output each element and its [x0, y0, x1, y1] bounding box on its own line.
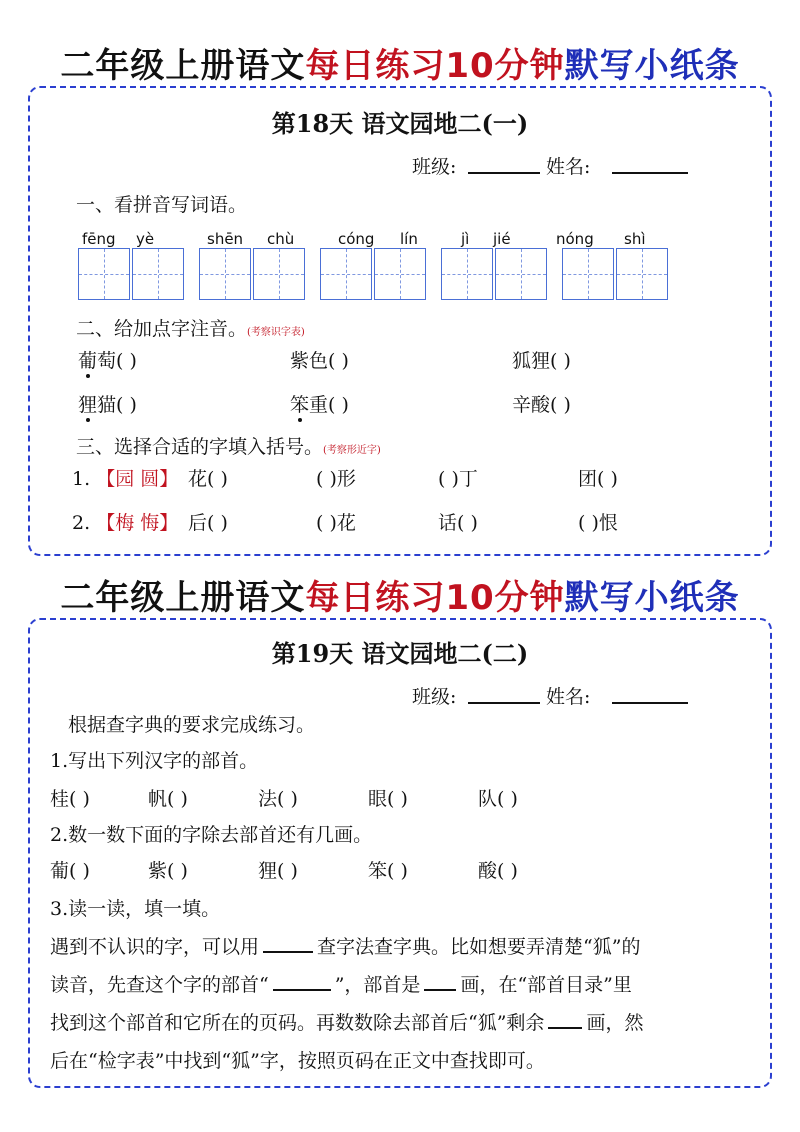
day19-q3-heading: 3.读一读，填一填。	[50, 898, 221, 920]
dotted-char: 狸	[78, 394, 98, 416]
pinyin: jì	[461, 230, 470, 248]
writing-grid-box[interactable]	[78, 248, 130, 300]
day18-name-label: 姓名:	[546, 156, 591, 178]
writing-grid-box[interactable]	[253, 248, 305, 300]
radical-strokes-blank[interactable]	[424, 971, 456, 991]
annotate-item	[512, 346, 571, 373]
stroke-count-item: 紫( )	[148, 860, 188, 882]
annotate-item	[512, 390, 571, 417]
day19-class-label: 班级:	[412, 686, 457, 708]
pinyin: nóng	[556, 230, 594, 248]
banner-bottom	[0, 570, 800, 619]
paragraph-line-3	[50, 1008, 643, 1035]
text: 读音，先查这个字的部首“	[50, 974, 269, 996]
day19-intro: 根据查字典的要求完成练习。	[68, 714, 316, 736]
day18-name-field[interactable]	[612, 154, 688, 174]
pinyin: fēng	[82, 230, 116, 248]
text: 遇到不认识的字，可以用	[50, 936, 260, 958]
radical-item: 桂( )	[50, 788, 90, 810]
day18-q2-heading	[76, 314, 305, 341]
day18-q3-heading	[76, 432, 381, 459]
row-number: 2.	[72, 512, 91, 534]
radical-item: 眼( )	[368, 788, 408, 810]
char-choices: 【梅 悔】	[96, 512, 179, 534]
day19-name-field[interactable]	[612, 684, 688, 704]
fill-item: ( )形	[316, 468, 356, 490]
writing-grid-box[interactable]	[441, 248, 493, 300]
dotted-char: 葡	[78, 350, 98, 372]
paragraph-line-1	[50, 932, 640, 959]
day18-class-label: 班级:	[412, 156, 457, 178]
pinyin: lín	[400, 230, 418, 248]
pinyin: chù	[267, 230, 295, 248]
annotate-rest: 猫( )	[97, 394, 137, 416]
fill-item: 后( )	[188, 512, 228, 534]
paragraph-line-2	[50, 970, 632, 997]
annotate-rest: 狸( )	[531, 350, 571, 372]
row-number: 1.	[72, 468, 91, 490]
stroke-count-item: 葡( )	[50, 860, 90, 882]
radical-item: 队( )	[478, 788, 518, 810]
annotate-char: 紫	[290, 350, 310, 372]
day19-name-label: 姓名:	[546, 686, 591, 708]
annotate-rest: 酸( )	[531, 394, 571, 416]
annotate-item	[290, 346, 349, 373]
fill-item: ( )花	[316, 512, 356, 534]
fill-item: 团( )	[578, 468, 618, 490]
annotate-rest: 重( )	[309, 394, 349, 416]
writing-grid-box[interactable]	[320, 248, 372, 300]
fill-item: ( )丁	[438, 468, 478, 490]
pinyin: shì	[624, 230, 646, 248]
writing-grid-box[interactable]	[132, 248, 184, 300]
char-choices: 【园 圆】	[96, 468, 179, 490]
day18-q2-note: (考察识字表)	[247, 327, 305, 338]
day18-title: 第18天 语文园地二(一)	[271, 109, 529, 138]
method-blank[interactable]	[263, 933, 313, 953]
text: 查字法查字典。比如想要弄清楚“狐”的	[317, 936, 641, 958]
pinyin: jié	[493, 230, 511, 248]
remaining-strokes-blank[interactable]	[548, 1009, 582, 1029]
day19-q2-heading: 2.数一数下面的字除去部首还有几画。	[50, 824, 373, 846]
annotate-item	[290, 390, 349, 417]
day19-q1-heading: 1.写出下列汉字的部首。	[50, 750, 259, 772]
writing-grid-box[interactable]	[562, 248, 614, 300]
text: 找到这个部首和它所在的页码。再数数除去部首后“狐”剩余	[50, 1012, 545, 1034]
stroke-count-item: 狸( )	[258, 860, 298, 882]
annotate-rest: 萄( )	[97, 350, 137, 372]
banner-part-dictation: 默写小纸条	[564, 46, 740, 86]
banner-part-grade: 二年级上册语文	[60, 46, 306, 86]
annotate-item	[78, 390, 137, 417]
writing-grid-box[interactable]	[374, 248, 426, 300]
writing-grid-box[interactable]	[495, 248, 547, 300]
radical-item: 帆( )	[148, 788, 188, 810]
dotted-char: 笨	[290, 394, 310, 416]
day19-class-field[interactable]	[468, 684, 540, 704]
banner-part-dictation: 默写小纸条	[564, 578, 740, 618]
writing-grid-box[interactable]	[199, 248, 251, 300]
fill-item: ( )恨	[578, 512, 618, 534]
writing-grid-box[interactable]	[616, 248, 668, 300]
annotate-rest: 色( )	[309, 350, 349, 372]
day18-q3-text: 三、选择合适的字填入括号。	[76, 436, 324, 458]
day18-q1-heading: 一、看拼音写词语。	[76, 194, 248, 216]
banner-part-daily: 每日练习10分钟	[305, 46, 565, 86]
day18-q3-note: (考察形近字)	[323, 445, 381, 456]
fill-item: 花( )	[188, 468, 228, 490]
fill-item: 话( )	[438, 512, 478, 534]
radical-blank[interactable]	[273, 971, 331, 991]
text: 画，然	[586, 1012, 644, 1034]
text: 画，在“部首目录”里	[460, 974, 632, 996]
pinyin: shēn	[207, 230, 244, 248]
annotate-char: 狐	[512, 350, 532, 372]
q3-row-2	[72, 508, 178, 535]
annotate-char: 辛	[512, 394, 532, 416]
stroke-count-item: 笨( )	[368, 860, 408, 882]
annotate-item	[78, 346, 137, 373]
day19-title: 第19天 语文园地二(二)	[271, 639, 529, 668]
paragraph-line-4: 后在“检字表”中找到“狐”字，按照页码在正文中查找即可。	[50, 1050, 545, 1072]
radical-item: 法( )	[258, 788, 298, 810]
pinyin: cóng	[338, 230, 375, 248]
banner-part-daily: 每日练习10分钟	[305, 578, 565, 618]
banner-top	[0, 38, 800, 87]
q3-row-1	[72, 464, 178, 491]
text: ”，部首是	[334, 974, 421, 996]
stroke-count-item: 酸( )	[478, 860, 518, 882]
day18-class-field[interactable]	[468, 154, 540, 174]
day18-q2-text: 二、给加点字注音。	[76, 318, 248, 340]
pinyin: yè	[136, 230, 155, 248]
banner-part-grade: 二年级上册语文	[60, 578, 306, 618]
